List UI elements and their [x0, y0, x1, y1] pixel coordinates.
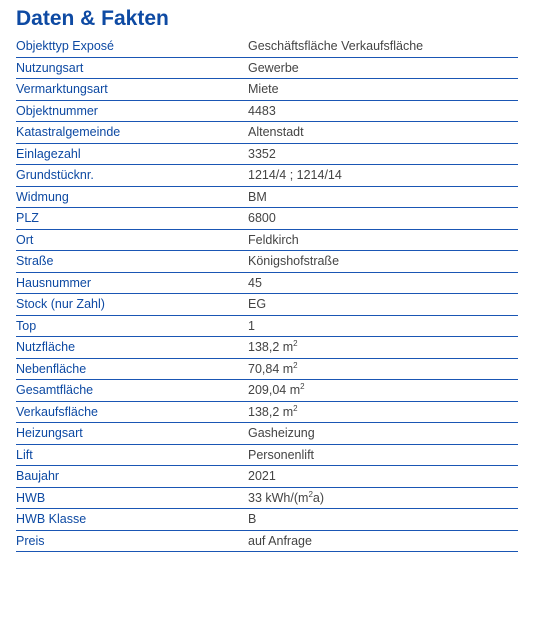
fact-label: Top	[16, 318, 37, 333]
fact-value: 4483	[248, 103, 276, 118]
fact-value: Gasheizung	[248, 426, 315, 441]
value-text: 138,2 m	[248, 404, 294, 419]
fact-row	[16, 36, 518, 58]
fact-label: Objekttyp Exposé	[16, 39, 114, 54]
fact-label: PLZ	[16, 211, 39, 226]
fact-row	[16, 101, 518, 123]
fact-row	[16, 488, 518, 510]
fact-label: Grundstücknr.	[16, 168, 94, 183]
fact-label: Gesamtfläche	[16, 383, 94, 398]
fact-value: Altenstadt	[248, 125, 304, 140]
fact-label: Verkaufsfläche	[16, 404, 98, 419]
fact-row	[16, 337, 518, 359]
fact-value: auf Anfrage	[248, 533, 312, 548]
unit-superscript: 2	[293, 339, 298, 349]
fact-row	[16, 122, 518, 144]
fact-row	[16, 316, 518, 338]
fact-row	[16, 359, 518, 381]
fact-value: Geschäftsfläche Verkaufsfläche	[248, 39, 424, 54]
fact-value: EG	[248, 297, 267, 312]
value-text: 138,2 m	[248, 340, 294, 355]
fact-label: Vermarktungsart	[16, 82, 108, 97]
fact-row	[16, 445, 518, 467]
fact-value: 1	[248, 318, 255, 333]
facts-table	[16, 36, 518, 552]
fact-label: Straße	[16, 254, 54, 269]
fact-label: Einlagezahl	[16, 146, 81, 161]
fact-value: Königshofstraße	[248, 254, 340, 269]
fact-label: Preis	[16, 533, 45, 548]
fact-value	[248, 405, 518, 419]
fact-value: B	[248, 512, 257, 527]
fact-label: Ort	[16, 232, 34, 247]
fact-label: Widmung	[16, 189, 69, 204]
fact-label: Objektnummer	[16, 103, 98, 118]
fact-value: 2021	[248, 469, 276, 484]
unit-superscript: 2	[308, 489, 313, 499]
fact-value: 45	[248, 275, 262, 290]
value-text: 33 kWh/(m	[248, 490, 309, 505]
fact-value: Feldkirch	[248, 232, 299, 247]
fact-row	[16, 294, 518, 316]
value-suffix: a)	[312, 490, 325, 505]
fact-row	[16, 402, 518, 424]
fact-label: Baujahr	[16, 469, 60, 484]
fact-value: Miete	[248, 82, 279, 97]
fact-label: Hausnummer	[16, 275, 92, 290]
fact-row	[16, 144, 518, 166]
unit-superscript: 2	[300, 382, 305, 392]
fact-label: Lift	[16, 447, 33, 462]
fact-value	[248, 383, 518, 397]
fact-value	[248, 491, 518, 505]
fact-row	[16, 251, 518, 273]
fact-row	[16, 423, 518, 445]
fact-row	[16, 466, 518, 488]
fact-label: HWB	[16, 490, 46, 505]
fact-label: Heizungsart	[16, 426, 83, 441]
fact-row	[16, 380, 518, 402]
fact-value: 1214/4 ; 1214/14	[248, 168, 342, 183]
fact-value: 3352	[248, 146, 276, 161]
fact-row	[16, 208, 518, 230]
fact-value: BM	[248, 189, 267, 204]
fact-label: Nutzfläche	[16, 340, 76, 355]
fact-row	[16, 58, 518, 80]
section-title: Daten & Fakten	[16, 7, 169, 30]
value-text: 209,04 m	[248, 383, 301, 398]
value-text: 70,84 m	[248, 361, 294, 376]
fact-row	[16, 509, 518, 531]
facts-panel	[16, 6, 518, 552]
fact-row	[16, 531, 518, 553]
fact-value: Gewerbe	[248, 60, 299, 75]
fact-row	[16, 230, 518, 252]
fact-row	[16, 187, 518, 209]
fact-value	[248, 340, 518, 354]
fact-value	[248, 362, 518, 376]
fact-value: 6800	[248, 211, 276, 226]
unit-superscript: 2	[293, 360, 298, 370]
fact-label: Katastralgemeinde	[16, 125, 121, 140]
fact-row	[16, 165, 518, 187]
unit-superscript: 2	[293, 403, 298, 413]
fact-label: HWB Klasse	[16, 512, 87, 527]
fact-label: Nutzungsart	[16, 60, 84, 75]
fact-row	[16, 79, 518, 101]
fact-value: Personenlift	[248, 447, 315, 462]
fact-label: Stock (nur Zahl)	[16, 297, 105, 312]
fact-row	[16, 273, 518, 295]
fact-label: Nebenfläche	[16, 361, 87, 376]
